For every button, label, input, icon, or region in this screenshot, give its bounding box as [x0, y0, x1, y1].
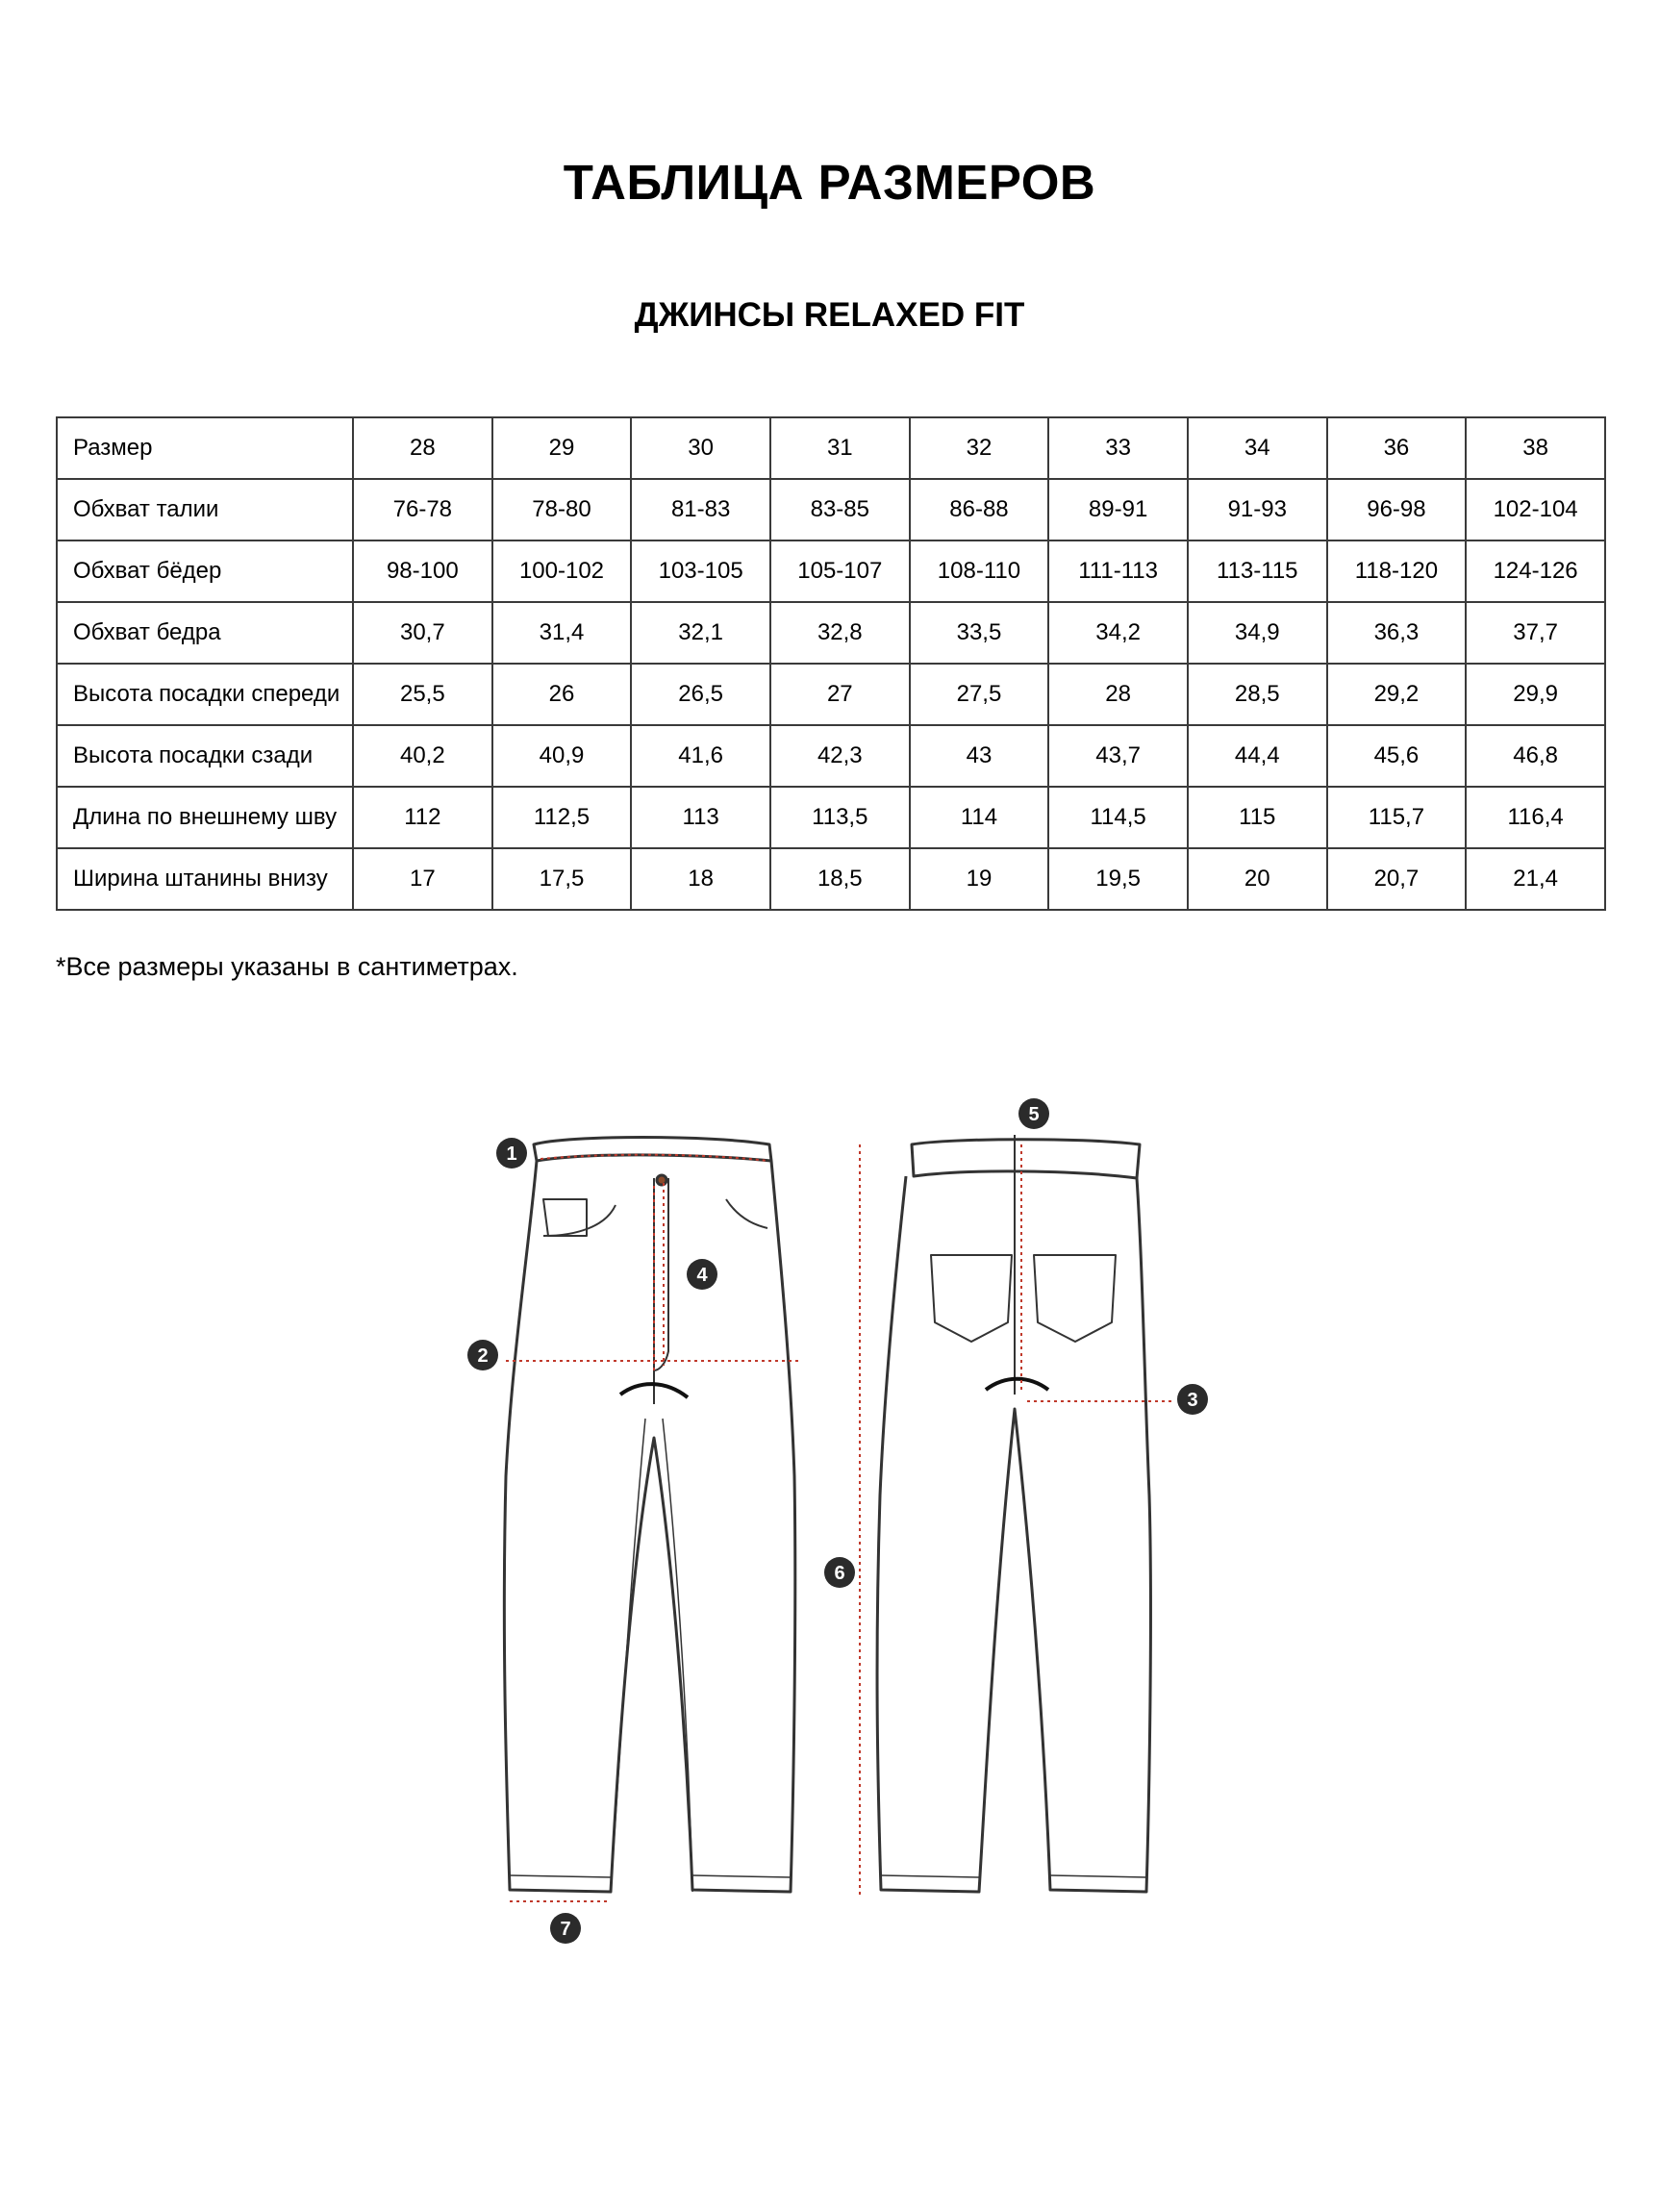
value-cell: 89-91	[1048, 479, 1188, 540]
marker-3	[1177, 1384, 1208, 1415]
value-cell: 20,7	[1327, 848, 1467, 910]
value-cell: 34,9	[1188, 602, 1327, 664]
value-cell: 113,5	[770, 787, 910, 848]
value-cell: 20	[1188, 848, 1327, 910]
table-header-row	[57, 417, 1605, 479]
svg-text:7: 7	[560, 1919, 571, 1940]
value-cell: 105-107	[770, 540, 910, 602]
value-cell: 17,5	[492, 848, 632, 910]
value-cell: 27,5	[910, 664, 1049, 725]
value-cell: 18	[631, 848, 770, 910]
svg-text:1: 1	[506, 1144, 517, 1165]
value-cell: 112	[353, 787, 492, 848]
value-cell: 21,4	[1466, 848, 1605, 910]
table-row	[57, 602, 1605, 664]
value-cell: 32,1	[631, 602, 770, 664]
value-cell: 113	[631, 787, 770, 848]
value-cell: 115	[1188, 787, 1327, 848]
jeans-front-drawing	[504, 1138, 794, 1893]
value-cell: 45,6	[1327, 725, 1467, 787]
value-cell: 31,4	[492, 602, 632, 664]
value-cell: 124-126	[1466, 540, 1605, 602]
value-cell: 25,5	[353, 664, 492, 725]
value-cell: 108-110	[910, 540, 1049, 602]
value-cell: 115,7	[1327, 787, 1467, 848]
value-cell: 114,5	[1048, 787, 1188, 848]
marker-2	[467, 1340, 498, 1370]
size-cell: 28	[353, 417, 492, 479]
value-cell: 98-100	[353, 540, 492, 602]
value-cell: 114	[910, 787, 1049, 848]
table-header-label: Размер	[57, 417, 353, 479]
value-cell: 29,2	[1327, 664, 1467, 725]
svg-text:5: 5	[1028, 1104, 1040, 1125]
size-cell: 30	[631, 417, 770, 479]
value-cell: 43	[910, 725, 1049, 787]
row-label: Высота посадки спереди	[57, 664, 353, 725]
value-cell: 33,5	[910, 602, 1049, 664]
value-cell: 44,4	[1188, 725, 1327, 787]
units-note: *Все размеры указаны в сантиметрах.	[56, 952, 518, 981]
value-cell: 111-113	[1048, 540, 1188, 602]
value-cell: 43,7	[1048, 725, 1188, 787]
size-cell: 38	[1466, 417, 1605, 479]
value-cell: 40,9	[492, 725, 632, 787]
size-cell: 34	[1188, 417, 1327, 479]
table-row	[57, 725, 1605, 787]
size-cell: 31	[770, 417, 910, 479]
row-label: Высота посадки сзади	[57, 725, 353, 787]
svg-text:4: 4	[696, 1265, 708, 1286]
table-row	[57, 479, 1605, 540]
value-cell: 96-98	[1327, 479, 1467, 540]
jeans-diagram	[452, 1092, 1241, 1976]
size-cell: 36	[1327, 417, 1467, 479]
marker-1	[496, 1138, 527, 1169]
value-cell: 100-102	[492, 540, 632, 602]
value-cell: 103-105	[631, 540, 770, 602]
value-cell: 17	[353, 848, 492, 910]
table-row	[57, 540, 1605, 602]
row-label: Ширина штанины внизу	[57, 848, 353, 910]
size-cell: 33	[1048, 417, 1188, 479]
value-cell: 28	[1048, 664, 1188, 725]
value-cell: 29,9	[1466, 664, 1605, 725]
value-cell: 78-80	[492, 479, 632, 540]
marker-4	[687, 1259, 717, 1290]
value-cell: 27	[770, 664, 910, 725]
svg-text:3: 3	[1187, 1390, 1198, 1411]
value-cell: 91-93	[1188, 479, 1327, 540]
row-label: Обхват бедра	[57, 602, 353, 664]
table-row	[57, 787, 1605, 848]
value-cell: 41,6	[631, 725, 770, 787]
value-cell: 81-83	[631, 479, 770, 540]
value-cell: 40,2	[353, 725, 492, 787]
value-cell: 26,5	[631, 664, 770, 725]
row-label: Обхват бёдер	[57, 540, 353, 602]
page-subtitle: ДЖИНСЫ RELAXED FIT	[634, 296, 1025, 334]
size-cell: 29	[492, 417, 632, 479]
page-title: ТАБЛИЦА РАЗМЕРОВ	[563, 155, 1096, 210]
marker-5	[1018, 1098, 1049, 1129]
measurement-lines	[506, 1144, 1175, 1901]
value-cell: 36,3	[1327, 602, 1467, 664]
size-table	[56, 416, 1606, 911]
value-cell: 116,4	[1466, 787, 1605, 848]
row-label: Длина по внешнему шву	[57, 787, 353, 848]
value-cell: 32,8	[770, 602, 910, 664]
value-cell: 19	[910, 848, 1049, 910]
svg-text:2: 2	[477, 1345, 489, 1367]
row-label: Обхват талии	[57, 479, 353, 540]
jeans-back-drawing	[877, 1135, 1150, 1892]
value-cell: 37,7	[1466, 602, 1605, 664]
value-cell: 34,2	[1048, 602, 1188, 664]
value-cell: 86-88	[910, 479, 1049, 540]
value-cell: 30,7	[353, 602, 492, 664]
size-cell: 32	[910, 417, 1049, 479]
table-row	[57, 848, 1605, 910]
value-cell: 46,8	[1466, 725, 1605, 787]
marker-6	[824, 1557, 855, 1588]
value-cell: 18,5	[770, 848, 910, 910]
svg-text:6: 6	[834, 1563, 845, 1584]
value-cell: 112,5	[492, 787, 632, 848]
value-cell: 28,5	[1188, 664, 1327, 725]
value-cell: 76-78	[353, 479, 492, 540]
marker-7	[550, 1913, 581, 1944]
value-cell: 42,3	[770, 725, 910, 787]
table-row	[57, 664, 1605, 725]
value-cell: 19,5	[1048, 848, 1188, 910]
value-cell: 118-120	[1327, 540, 1467, 602]
value-cell: 102-104	[1466, 479, 1605, 540]
value-cell: 26	[492, 664, 632, 725]
value-cell: 83-85	[770, 479, 910, 540]
value-cell: 113-115	[1188, 540, 1327, 602]
